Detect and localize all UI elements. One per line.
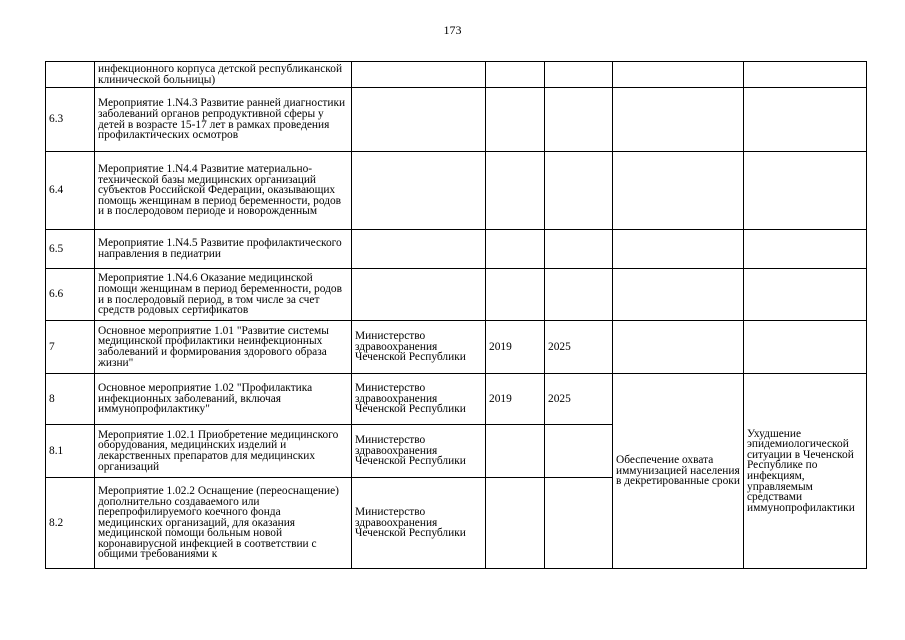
- start-year-cell: 2019: [486, 321, 545, 374]
- end-year-cell: [545, 425, 613, 478]
- risk-cell: [744, 62, 867, 88]
- measure-name: инфекционного корпуса детской республиканской клинической больницы): [95, 62, 352, 88]
- executor-cell: [352, 269, 486, 321]
- end-year-cell: [545, 478, 613, 569]
- end-year-cell: [545, 269, 613, 321]
- measures-table: [45, 61, 867, 569]
- start-year-cell: [486, 152, 545, 230]
- start-year-cell: [486, 62, 545, 88]
- start-year-cell: [486, 269, 545, 321]
- end-year-cell: [545, 230, 613, 269]
- executor-cell: Министерство здравоохранения Чеченской Республики: [352, 321, 486, 374]
- result-cell: [613, 321, 744, 374]
- measure-name: Мероприятие 1.02.2 Оснащение (переоснащение) дополнительно создаваемого или перепрофилируемого коечного фонда медицинских организаций, для оказания медицинской помощи больным новой коронавирусной инфекцией в соответствии с общими требованиями к: [95, 478, 352, 569]
- measure-name: Мероприятие 1.N4.3 Развитие ранней диагностики заболеваний органов репродуктивной сферы у детей в возрасте 15-17 лет в рамках проведения профилактических осмотров: [95, 88, 352, 152]
- row-number: [46, 62, 95, 88]
- table-row: [46, 230, 867, 269]
- result-cell: [613, 62, 744, 88]
- executor-cell: Министерство здравоохранения Чеченской Республики: [352, 425, 486, 478]
- executor-cell: [352, 230, 486, 269]
- start-year-cell: [486, 425, 545, 478]
- result-cell: [613, 88, 744, 152]
- page-number: 173: [443, 23, 462, 37]
- executor-cell: [352, 62, 486, 88]
- executor-cell: Министерство здравоохранения Чеченской Республики: [352, 374, 486, 425]
- start-year-cell: [486, 478, 545, 569]
- risk-cell: [744, 88, 867, 152]
- end-year-cell: [545, 152, 613, 230]
- row-number: 6.6: [46, 269, 95, 321]
- measure-name: Мероприятие 1.N4.5 Развитие профилактического направления в педиатрии: [95, 230, 352, 269]
- result-cell: [613, 152, 744, 230]
- measure-name: Основное мероприятие 1.02 "Профилактика инфекционных заболеваний, включая иммунопрофилактику": [95, 374, 352, 425]
- row-number: 6.5: [46, 230, 95, 269]
- end-year-cell: 2025: [545, 321, 613, 374]
- risk-cell: [744, 269, 867, 321]
- row-number: 6.4: [46, 152, 95, 230]
- measure-name: Основное мероприятие 1.01 "Развитие системы медицинской профилактики неинфекционных заболеваний и формирования здорового образа жизни": [95, 321, 352, 374]
- start-year-cell: [486, 230, 545, 269]
- end-year-cell: [545, 62, 613, 88]
- end-year-cell: [545, 88, 613, 152]
- risk-cell: [744, 152, 867, 230]
- start-year-cell: 2019: [486, 374, 545, 425]
- table-row: [46, 88, 867, 152]
- table-row: [46, 62, 867, 88]
- table-row: [46, 269, 867, 321]
- executor-cell: [352, 88, 486, 152]
- row-number: 8.2: [46, 478, 95, 569]
- result-cell: [613, 269, 744, 321]
- row-number: 6.3: [46, 88, 95, 152]
- row-number: 7: [46, 321, 95, 374]
- table-row: [46, 374, 867, 425]
- result-cell: Обеспечение охвата иммунизацией населения в декретированные сроки: [613, 374, 744, 569]
- executor-cell: [352, 152, 486, 230]
- risk-cell: [744, 230, 867, 269]
- start-year-cell: [486, 88, 545, 152]
- row-number: 8: [46, 374, 95, 425]
- measure-name: Мероприятие 1.02.1 Приобретение медицинского оборудования, медицинских изделий и лекарственных препаратов для медицинских организаций: [95, 425, 352, 478]
- measure-name: Мероприятие 1.N4.6 Оказание медицинской помощи женщинам в период беременности, родов и в послеродовый период, в том числе за счет средств родовых сертификатов: [95, 269, 352, 321]
- risk-cell: Ухудшение эпидемиологической ситуации в Чеченской Республике по инфекциям, управляемым средствами иммунопрофилактики: [744, 374, 867, 569]
- result-cell: [613, 230, 744, 269]
- executor-cell: Министерство здравоохранения Чеченской Республики: [352, 478, 486, 569]
- table-row: [46, 321, 867, 374]
- measure-name: Мероприятие 1.N4.4 Развитие материально-технической базы медицинских организаций субъектов Российской Федерации, оказывающих помощь женщинам в период беременности, родов и в послеродовом периоде и новорожденным: [95, 152, 352, 230]
- risk-cell: [744, 321, 867, 374]
- row-number: 8.1: [46, 425, 95, 478]
- end-year-cell: 2025: [545, 374, 613, 425]
- table-row: [46, 152, 867, 230]
